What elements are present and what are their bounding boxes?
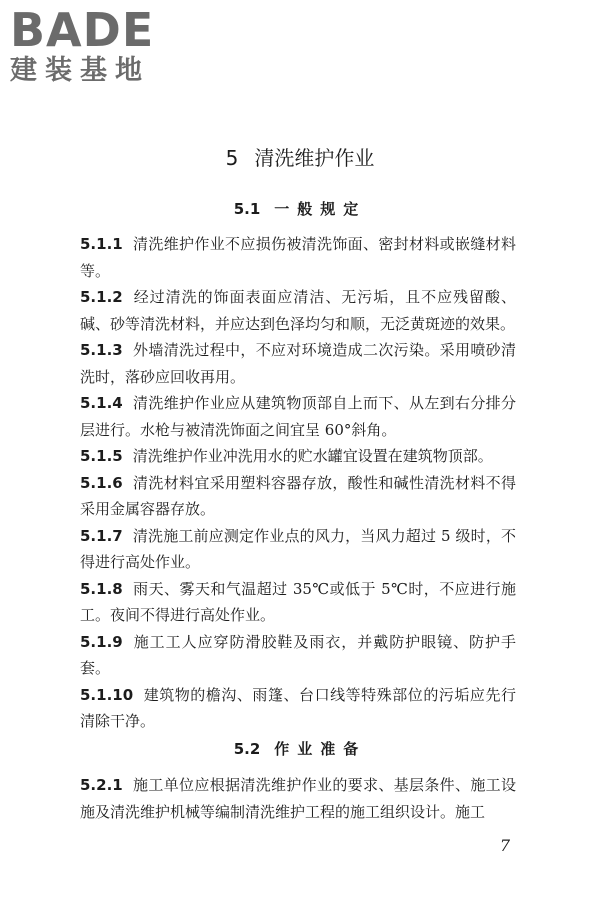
clause-text: 清洗施工前应测定作业点的风力，当风力超过 5 级时，不得进行高处作业。 [80,526,516,571]
clause-number: 5.1.1 [80,235,123,253]
clause-text: 外墙清洗过程中，不应对环境造成二次污染。采用喷砂清洗时，落砂应回收再用。 [80,341,516,386]
clause-number: 5.1.10 [80,685,134,704]
logo-wordmark: BADE [10,3,155,57]
clause-number: 5.1.3 [80,341,123,359]
clause [80,231,516,284]
logo [10,3,180,86]
chapter-number: 5 [225,146,239,170]
clause-text: 清洗维护作业不应损伤被清洗饰面、密封材料或嵌缝材料等。 [80,235,516,280]
clause-text: 清洗维护作业冲洗用水的贮水罐宜设置在建筑物顶部。 [132,447,493,465]
clause-text: 施工工人应穿防滑胶鞋及雨衣，并戴防护眼镜、防护手套。 [80,632,516,677]
clause-number: 5.1.7 [80,526,123,545]
clause [80,772,516,825]
clause [80,470,516,523]
clause [80,337,516,390]
clause [80,284,516,337]
clause-list-5-1 [80,231,516,735]
clause [80,523,516,576]
chapter-title-text: 清洗维护作业 [254,146,375,170]
clause [80,576,516,629]
clause-text: 经过清洗的饰面表面应清洁、无污垢，且不应残留酸、碱、砂等清洗材料，并应达到色泽均匀和顺，无泛黄斑迹的效果。 [80,288,516,333]
clause-text: 建筑物的檐沟、雨篷、台口线等特殊部位的污垢应先行清除干净。 [80,685,516,730]
clause-text: 清洗材料宜采用塑料容器存放，酸性和碱性清洗材料不得采用金属容器存放。 [80,473,516,518]
clause-number: 5.1.4 [80,394,123,412]
clause-number: 5.2.1 [80,776,123,794]
clause-number: 5.1.6 [80,473,123,492]
clause-text: 施工单位应根据清洗维护作业的要求、基层条件、施工设施及清洗维护机械等编制清洗维护工程的施工组织设计。施工 [80,776,516,821]
section-heading-5-1 [0,199,600,219]
section-number: 5.1 [233,200,261,218]
logo-subtitle: 建装基地 [10,55,150,86]
clause-number: 5.1.2 [80,288,123,306]
clause-number: 5.1.9 [80,632,123,651]
clause-number: 5.1.8 [80,579,123,598]
page-number: 7 [499,836,510,855]
clause [80,390,516,443]
clause-text: 清洗维护作业应从建筑物顶部自上而下、从左到右分排分层进行。水枪与被清洗饰面之间宜呈 60°斜角。 [80,394,516,439]
clause [80,629,516,682]
section-heading-5-2 [0,739,600,759]
chapter-title [0,144,600,172]
clause-number: 5.1.5 [80,447,123,465]
clause-list-5-2 [80,772,516,825]
clause [80,443,516,470]
clause [80,682,516,735]
section-number: 5.2 [233,740,261,758]
section-title: 作业准备 [274,740,367,758]
clause-text: 雨天、雾天和气温超过 35℃或低于 5℃时，不应进行施工。夜间不得进行高处作业。 [80,579,516,624]
section-title: 一般规定 [274,200,367,218]
